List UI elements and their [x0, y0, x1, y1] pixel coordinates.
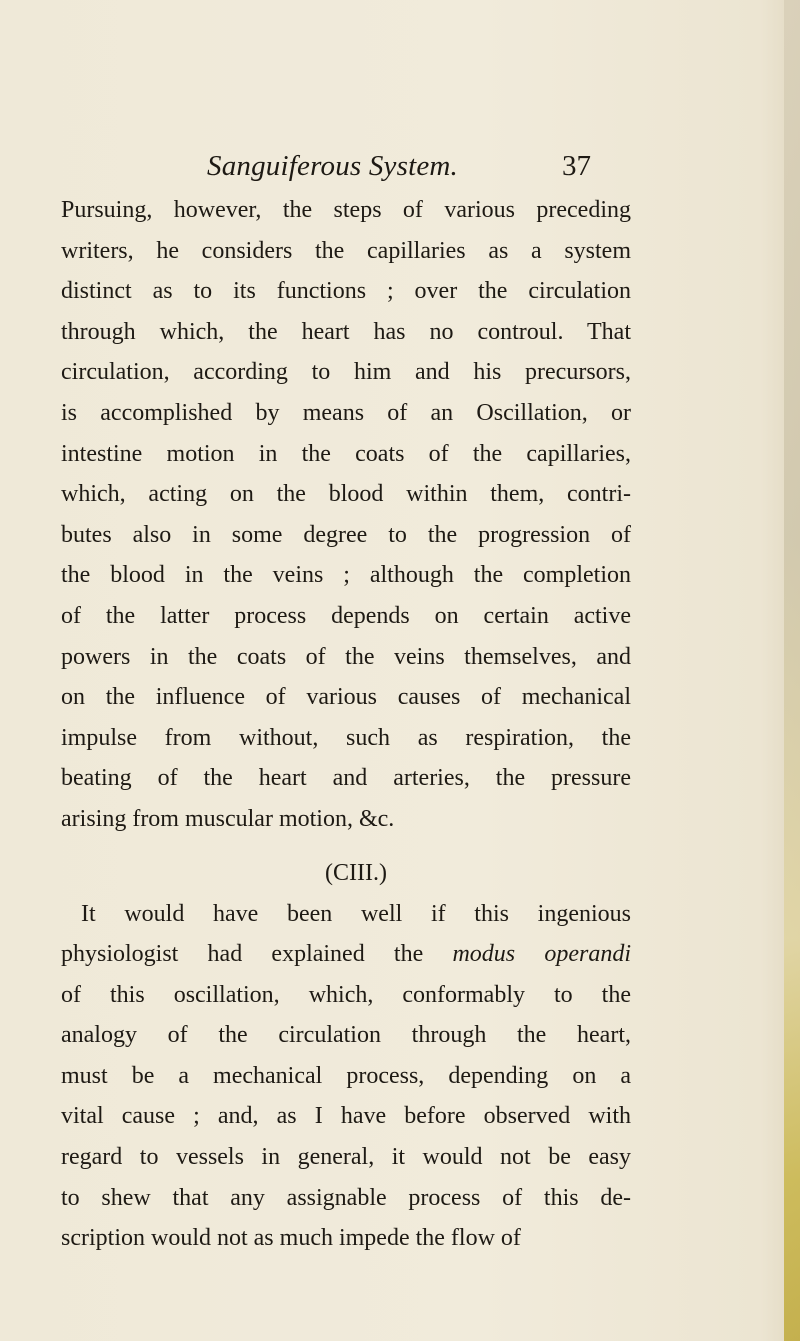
text-line: vital cause ; and, as I have before observed with	[61, 1103, 631, 1130]
page-number: 37	[562, 150, 591, 182]
page-header	[0, 150, 800, 190]
text-line: impulse from without, such as respiration, the	[61, 724, 631, 751]
text-line	[61, 934, 631, 975]
text-line: powers in the coats of the veins themselves, and	[61, 643, 631, 670]
page-edge	[784, 0, 800, 1341]
text-line: intestine motion in the coats of the capillaries,	[61, 440, 631, 467]
text-line: beating of the heart and arteries, the pressure	[61, 765, 631, 792]
text-line: arising from muscular motion, &c.	[61, 805, 395, 832]
text-line: distinct as to its functions ; over the circulation	[61, 278, 631, 305]
text-line: butes also in some degree to the progression of	[61, 521, 631, 548]
section-number: (CIII.)	[325, 859, 387, 886]
text-line: the blood in the veins ; although the completion	[61, 562, 631, 589]
text-line: regard to vessels in general, it would not be easy	[61, 1144, 631, 1171]
text-line: must be a mechanical process, depending on a	[61, 1062, 631, 1089]
text-line: of this oscillation, which, conformably to the	[61, 981, 631, 1008]
text-run: physiologist had explained the	[61, 941, 453, 968]
text-line: through which, the heart has no controul. That	[61, 318, 631, 345]
page-body	[61, 190, 631, 1259]
text-line: which, acting on the blood within them, contri-	[61, 481, 631, 508]
running-title: Sanguiferous System.	[207, 150, 459, 182]
text-line: circulation, according to him and his precursors,	[61, 359, 631, 386]
text-line: It would have been well if this ingenious	[81, 900, 631, 927]
text-line: scription would not as much impede the flow of	[61, 1225, 521, 1252]
text-line: Pursuing, however, the steps of various preceding	[61, 197, 631, 223]
text-line: of the latter process depends on certain active	[61, 602, 631, 629]
text-line: on the influence of various causes of mechanical	[61, 684, 631, 711]
text-line: writers, he considers the capillaries as a system	[61, 237, 631, 264]
paragraph	[61, 894, 631, 1259]
paragraph	[61, 190, 631, 840]
text-line: analogy of the circulation through the heart,	[61, 1022, 631, 1049]
italic-phrase: modus operandi	[452, 941, 631, 968]
text-line: is accomplished by means of an Oscillation, or	[61, 399, 631, 426]
text-line: to shew that any assignable process of this de-	[61, 1184, 631, 1211]
